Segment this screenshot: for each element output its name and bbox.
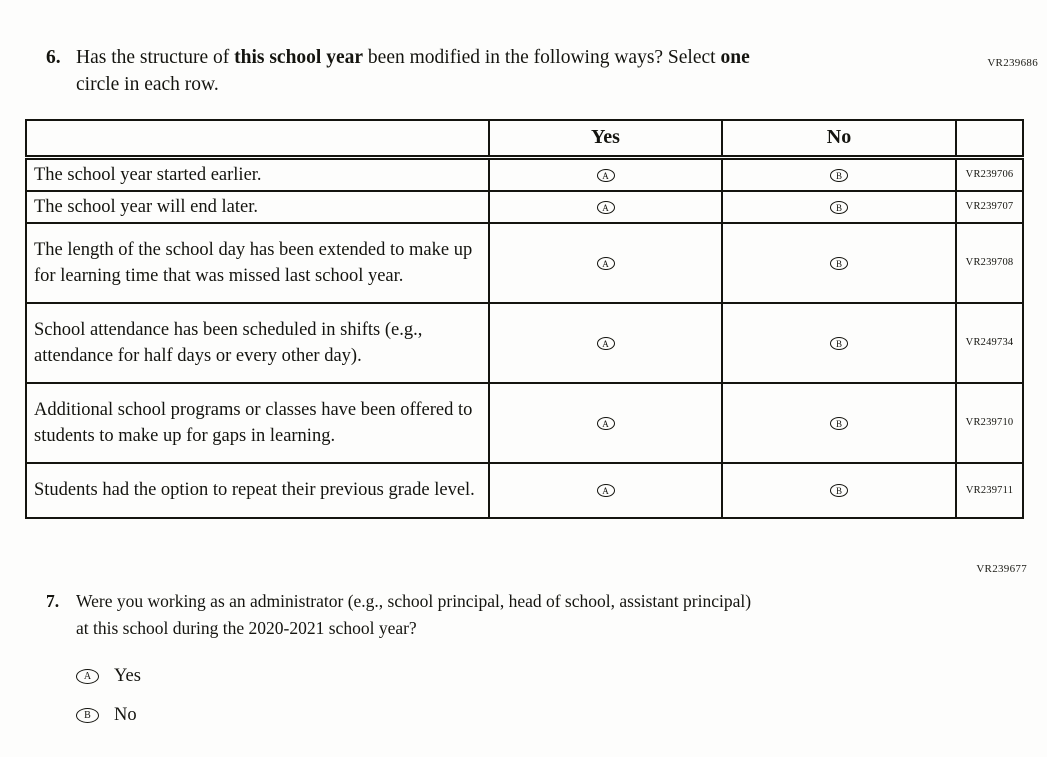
table-row xyxy=(26,223,1023,303)
row-statement: The length of the school day has been extended to make up for learning time that was missed last school year. xyxy=(26,223,489,303)
option-b-bubble[interactable]: B xyxy=(830,484,848,497)
table-row xyxy=(26,303,1023,383)
q6-text-bold-one: one xyxy=(720,47,750,68)
question-7-options xyxy=(76,665,1007,728)
no-cell xyxy=(722,191,956,223)
yes-cell xyxy=(489,223,722,303)
no-cell xyxy=(722,303,956,383)
option-a-bubble[interactable]: A xyxy=(76,669,99,684)
no-cell xyxy=(722,463,956,518)
option-a-label: Yes xyxy=(114,666,141,686)
yes-cell xyxy=(489,303,722,383)
question-6-table xyxy=(25,119,1024,519)
q6-text-bold-this-school-year: this school year xyxy=(234,47,364,68)
question-6-number: 6. xyxy=(46,47,61,68)
no-cell xyxy=(722,157,956,191)
question-6 xyxy=(46,44,1007,98)
option-b-bubble[interactable]: B xyxy=(76,708,99,723)
row-code: VR239708 xyxy=(956,223,1023,303)
row-statement: School attendance has been scheduled in shifts (e.g., attendance for half days or every other day). xyxy=(26,303,489,383)
option-b-bubble[interactable]: B xyxy=(830,417,848,430)
table-row xyxy=(26,463,1023,518)
option-b-bubble[interactable]: B xyxy=(830,169,848,182)
yes-cell xyxy=(489,383,722,463)
option-b-bubble[interactable]: B xyxy=(830,257,848,270)
option-b-label: No xyxy=(114,705,137,725)
option-a-bubble[interactable]: A xyxy=(597,201,615,214)
option-b-bubble[interactable]: B xyxy=(830,201,848,214)
question-6-text xyxy=(76,44,1007,98)
question-7-text-line-1: Were you working as an administrator (e.g., school principal, head of school, assistant principal) xyxy=(76,590,752,611)
row-code: VR239706 xyxy=(956,157,1023,191)
yes-cell xyxy=(489,463,722,518)
row-statement: The school year started earlier. xyxy=(26,157,489,191)
row-code: VR239710 xyxy=(956,383,1023,463)
question-7 xyxy=(46,588,1007,743)
row-code: VR239707 xyxy=(956,191,1023,223)
option-a-bubble[interactable]: A xyxy=(597,417,615,430)
row-statement: Students had the option to repeat their previous grade level. xyxy=(26,463,489,518)
yes-cell xyxy=(489,157,722,191)
form-code-top: VR239686 xyxy=(987,57,1038,69)
row-code: VR239711 xyxy=(956,463,1023,518)
q7-option-yes xyxy=(76,665,1007,689)
column-header-yes: Yes xyxy=(489,120,722,157)
q6-text-segment: been modified in the following ways? Select xyxy=(363,47,721,68)
column-header-no: No xyxy=(722,120,956,157)
header-empty-statement-cell xyxy=(26,120,489,157)
option-a-bubble[interactable]: A xyxy=(597,337,615,350)
question-6-text-line-2: circle in each row. xyxy=(76,74,219,95)
option-a-bubble[interactable]: A xyxy=(597,257,615,270)
question-7-text-line-2: at this school during the 2020-2021 school year? xyxy=(76,617,417,638)
no-cell xyxy=(722,383,956,463)
table-row xyxy=(26,157,1023,191)
q7-option-no xyxy=(76,704,1007,728)
row-statement: The school year will end later. xyxy=(26,191,489,223)
row-statement: Additional school programs or classes have been offered to students to make up for gaps in learning. xyxy=(26,383,489,463)
question-7-number: 7. xyxy=(46,590,60,611)
no-cell xyxy=(722,223,956,303)
table-row xyxy=(26,383,1023,463)
option-b-bubble[interactable]: B xyxy=(830,337,848,350)
form-code-mid: VR239677 xyxy=(976,562,1027,575)
question-6-text-line-1 xyxy=(76,44,1007,71)
yes-cell xyxy=(489,191,722,223)
option-a-bubble[interactable]: A xyxy=(597,169,615,182)
table-header-row xyxy=(26,120,1023,157)
header-empty-code-cell xyxy=(956,120,1023,157)
question-7-text xyxy=(76,588,1007,743)
row-code: VR249734 xyxy=(956,303,1023,383)
option-a-bubble[interactable]: A xyxy=(597,484,615,497)
table-row xyxy=(26,191,1023,223)
questionnaire-page xyxy=(0,44,1047,743)
q6-text-segment: Has the structure of xyxy=(76,47,235,68)
